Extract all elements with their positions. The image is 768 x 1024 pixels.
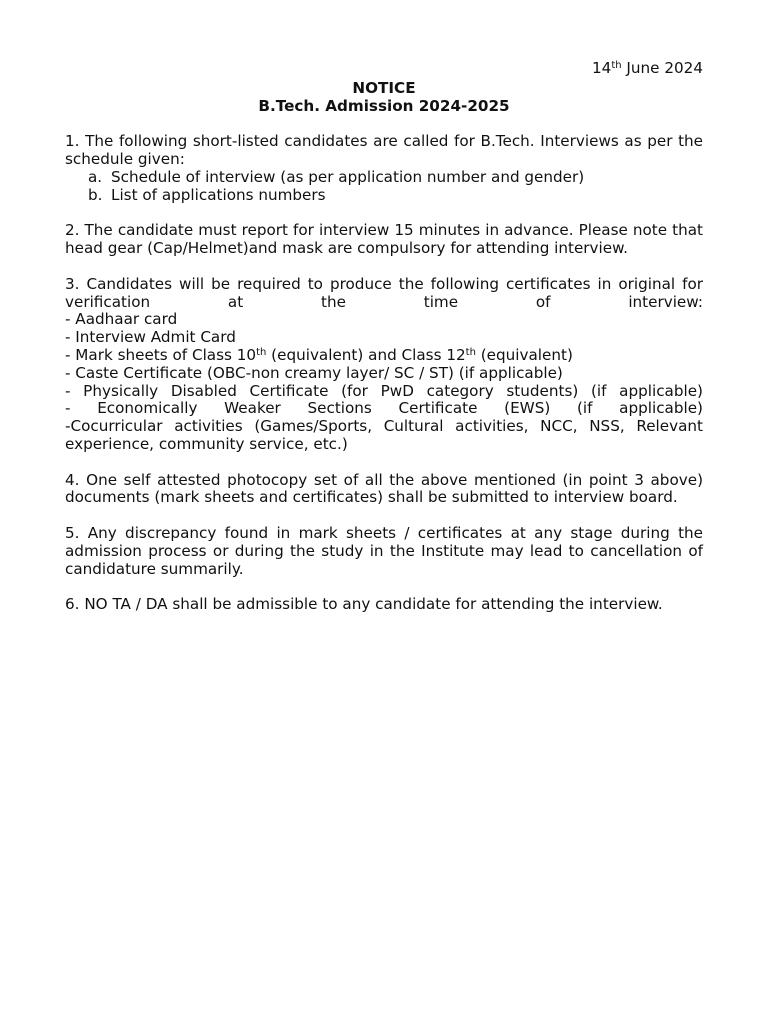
point-4: 4. One self attested photocopy set of all the above mentioned (in point 3 above) documents (mark sheets and certificates) shall be submitted to interview board. xyxy=(65,470,703,507)
doc-caste-certificate: - Caste Certificate (OBC-non creamy layer/ SC / ST) (if applicable) xyxy=(65,363,563,382)
point-3-intro: 3. Candidates will be required to produce the following certificates in original for verification at the time of interview: xyxy=(65,274,703,311)
schedule-list xyxy=(65,169,703,205)
notice-title: NOTICE xyxy=(352,78,416,97)
date-month-year: June 2024 xyxy=(621,59,703,77)
date-suffix: th xyxy=(611,60,622,71)
doc-pwd-certificate: - Physically Disabled Certificate (for PwD category students) (if applicable) xyxy=(65,381,703,400)
list-item xyxy=(65,187,703,205)
doc-ews-certificate: - Economically Weaker Sections Certificate (EWS) (if applicable) xyxy=(65,399,703,418)
list-item-text: List of applications numbers xyxy=(111,185,326,204)
list-item-text: Schedule of interview (as per application number and gender) xyxy=(111,167,585,186)
doc-cocurricular: -Cocurricular activities (Games/Sports, Cultural activities, NCC, NSS, Relevant experience, community service, etc.) xyxy=(65,417,703,453)
point-1 xyxy=(65,133,703,204)
point-6: 6. NO TA / DA shall be admissible to any candidate for attending the interview. xyxy=(65,595,663,614)
list-item xyxy=(65,169,703,187)
notice-date xyxy=(65,60,703,78)
date-day: 14 xyxy=(592,59,612,77)
notice-document xyxy=(65,60,703,614)
doc-mark-sheets xyxy=(65,347,703,365)
doc-mark-sheets-part2: (equivalent) and Class 12 xyxy=(266,345,466,364)
doc-admit-card: - Interview Admit Card xyxy=(65,328,236,347)
notice-subtitle: B.Tech. Admission 2024-2025 xyxy=(258,96,510,115)
doc-aadhaar: - Aadhaar card xyxy=(65,310,178,329)
point-2: 2. The candidate must report for interview 15 minutes in advance. Please note that head gear (Cap/Helmet)and mask are compulsory for attending interview. xyxy=(65,221,703,258)
list-marker: a. xyxy=(88,167,103,186)
doc-mark-sheets-part3: (equivalent) xyxy=(475,345,573,364)
point-3 xyxy=(65,276,703,454)
point-1-text: 1. The following short-listed candidates are called for B.Tech. Interviews as per the schedule given: xyxy=(65,132,703,169)
doc-mark-sheets-sup2: th xyxy=(465,346,476,358)
point-5: 5. Any discrepancy found in mark sheets / certificates at any stage during the admission process or during the study in the Institute may lead to cancellation of candidature summarily. xyxy=(65,523,703,578)
doc-mark-sheets-part1: - Mark sheets of Class 10 xyxy=(65,345,257,364)
list-marker: b. xyxy=(88,185,103,204)
doc-mark-sheets-sup1: th xyxy=(256,346,267,358)
